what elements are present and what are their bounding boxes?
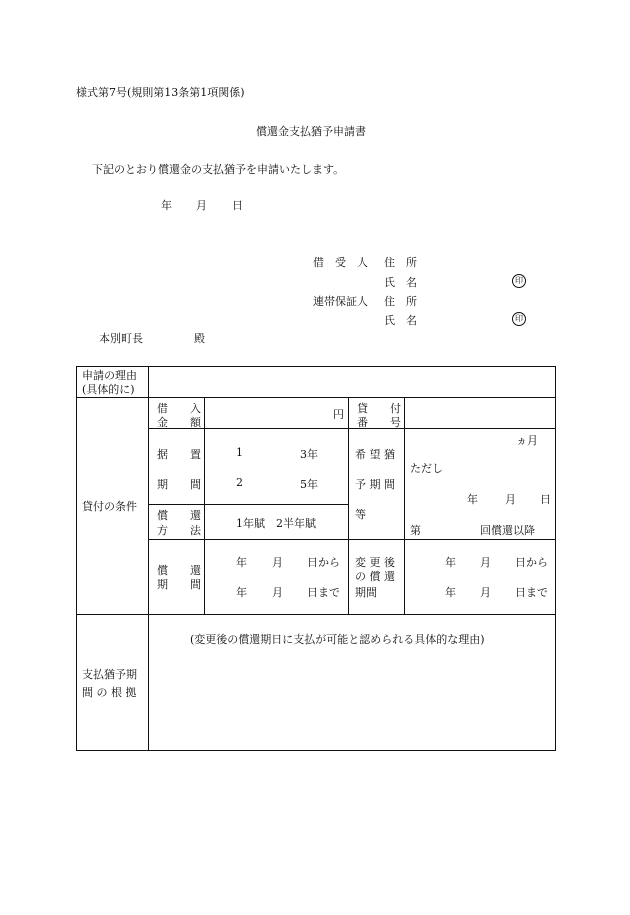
date-day: 日 <box>232 199 243 212</box>
addressee-name: 本別町長 <box>99 332 143 345</box>
table-line <box>404 397 405 614</box>
months-unit: ヵ月 <box>516 434 538 447</box>
hope-label-1: 希 望 猶 <box>355 448 395 461</box>
borrower-seal-icon <box>512 273 526 288</box>
date-year: 年 <box>161 199 172 212</box>
grace-label-1: 据 置 <box>157 448 201 461</box>
changed-from-year: 年 <box>445 556 456 569</box>
repay-method-value[interactable]: 1年賦 2半年賦 <box>236 517 316 530</box>
repay-period-label-1: 償 還 <box>157 564 201 577</box>
changed-label-1: 変 更 後 <box>355 556 395 569</box>
guarantor-address-label: 住 所 <box>384 295 417 308</box>
intro-text: 下記のとおり償還金の支払猶予を申請いたします。 <box>92 163 345 176</box>
period-to-text: 日まで <box>307 586 340 599</box>
seal-icon: 印 <box>512 312 526 326</box>
loan-number-label-1: 貸 付 <box>357 402 401 415</box>
seal-icon: 印 <box>512 274 526 288</box>
table-line <box>148 504 348 505</box>
date-month: 月 <box>196 199 207 212</box>
reason-label-sub: (具体的に) <box>82 383 135 396</box>
table-line <box>204 397 205 614</box>
changed-from-text: 日から <box>515 556 548 569</box>
document-title: 償還金支払猶予申請書 <box>256 125 366 138</box>
period-from-month: 月 <box>272 556 283 569</box>
changed-to-year: 年 <box>445 586 456 599</box>
hope-year: 年 <box>467 493 478 506</box>
loan-amount-label-1: 借 入 <box>157 402 201 415</box>
changed-label-2: の 償 還 <box>355 570 395 583</box>
reason-input[interactable] <box>152 372 552 394</box>
table-line <box>148 366 149 751</box>
grace-option-2-num[interactable]: 2 <box>236 476 243 489</box>
loan-amount-label-2: 金 額 <box>157 416 201 429</box>
grace-label-2: 期 間 <box>157 478 201 491</box>
form-number: 様式第7号(規則第13条第1項関係) <box>76 86 245 99</box>
table-line <box>148 539 556 540</box>
hope-label-3: 等 <box>355 508 366 521</box>
conditions-label: 貸付の条件 <box>82 500 137 513</box>
hope-label-2: 予 期 間 <box>355 478 395 491</box>
reason-label: 申請の理由 <box>82 369 137 382</box>
period-to-year: 年 <box>236 586 247 599</box>
borrower-name-label: 氏 名 <box>384 276 417 289</box>
changed-from-month: 月 <box>480 556 491 569</box>
borrower-label: 借 受 人 <box>313 256 368 269</box>
hope-day: 日 <box>540 493 551 506</box>
loan-number-input[interactable] <box>410 400 552 425</box>
changed-to-text: 日まで <box>515 586 548 599</box>
grace-option-1-value[interactable]: 3年 <box>300 448 318 461</box>
table-line <box>148 428 556 429</box>
from-installment-text: 回償還以降 <box>480 524 535 537</box>
yen-unit: 円 <box>333 408 344 421</box>
basis-label-2: 間 の 根 拠 <box>82 686 137 699</box>
basis-note: (変更後の償還期日に支払が可能と認められる具体的な理由) <box>190 633 485 646</box>
hope-month: 月 <box>505 493 516 506</box>
period-to-month: 月 <box>272 586 283 599</box>
basis-label-1: 支払猶予期 <box>82 668 137 681</box>
guarantor-seal-icon <box>512 311 526 326</box>
loan-number-label-2: 番 号 <box>357 416 401 429</box>
period-from-text: 日から <box>307 556 340 569</box>
basis-input[interactable] <box>154 650 550 746</box>
period-from-year: 年 <box>236 556 247 569</box>
guarantor-name-label: 氏 名 <box>384 314 417 327</box>
grace-option-1-num[interactable]: 1 <box>236 446 243 459</box>
borrower-address-label: 住 所 <box>384 256 417 269</box>
addressee-honorific: 殿 <box>194 332 205 345</box>
dai-text: 第 <box>410 524 421 537</box>
grace-option-2-value[interactable]: 5年 <box>300 478 318 491</box>
changed-label-3: 期間 <box>355 586 377 599</box>
tadashi-text: ただし <box>410 462 443 475</box>
repay-period-label-2: 期 間 <box>157 578 201 591</box>
repay-method-label-2: 方 法 <box>157 524 201 537</box>
loan-amount-input[interactable] <box>210 400 344 425</box>
repay-method-label-1: 償 還 <box>157 509 201 522</box>
changed-to-month: 月 <box>480 586 491 599</box>
table-line <box>348 397 349 614</box>
guarantor-label: 連帯保証人 <box>313 295 368 308</box>
